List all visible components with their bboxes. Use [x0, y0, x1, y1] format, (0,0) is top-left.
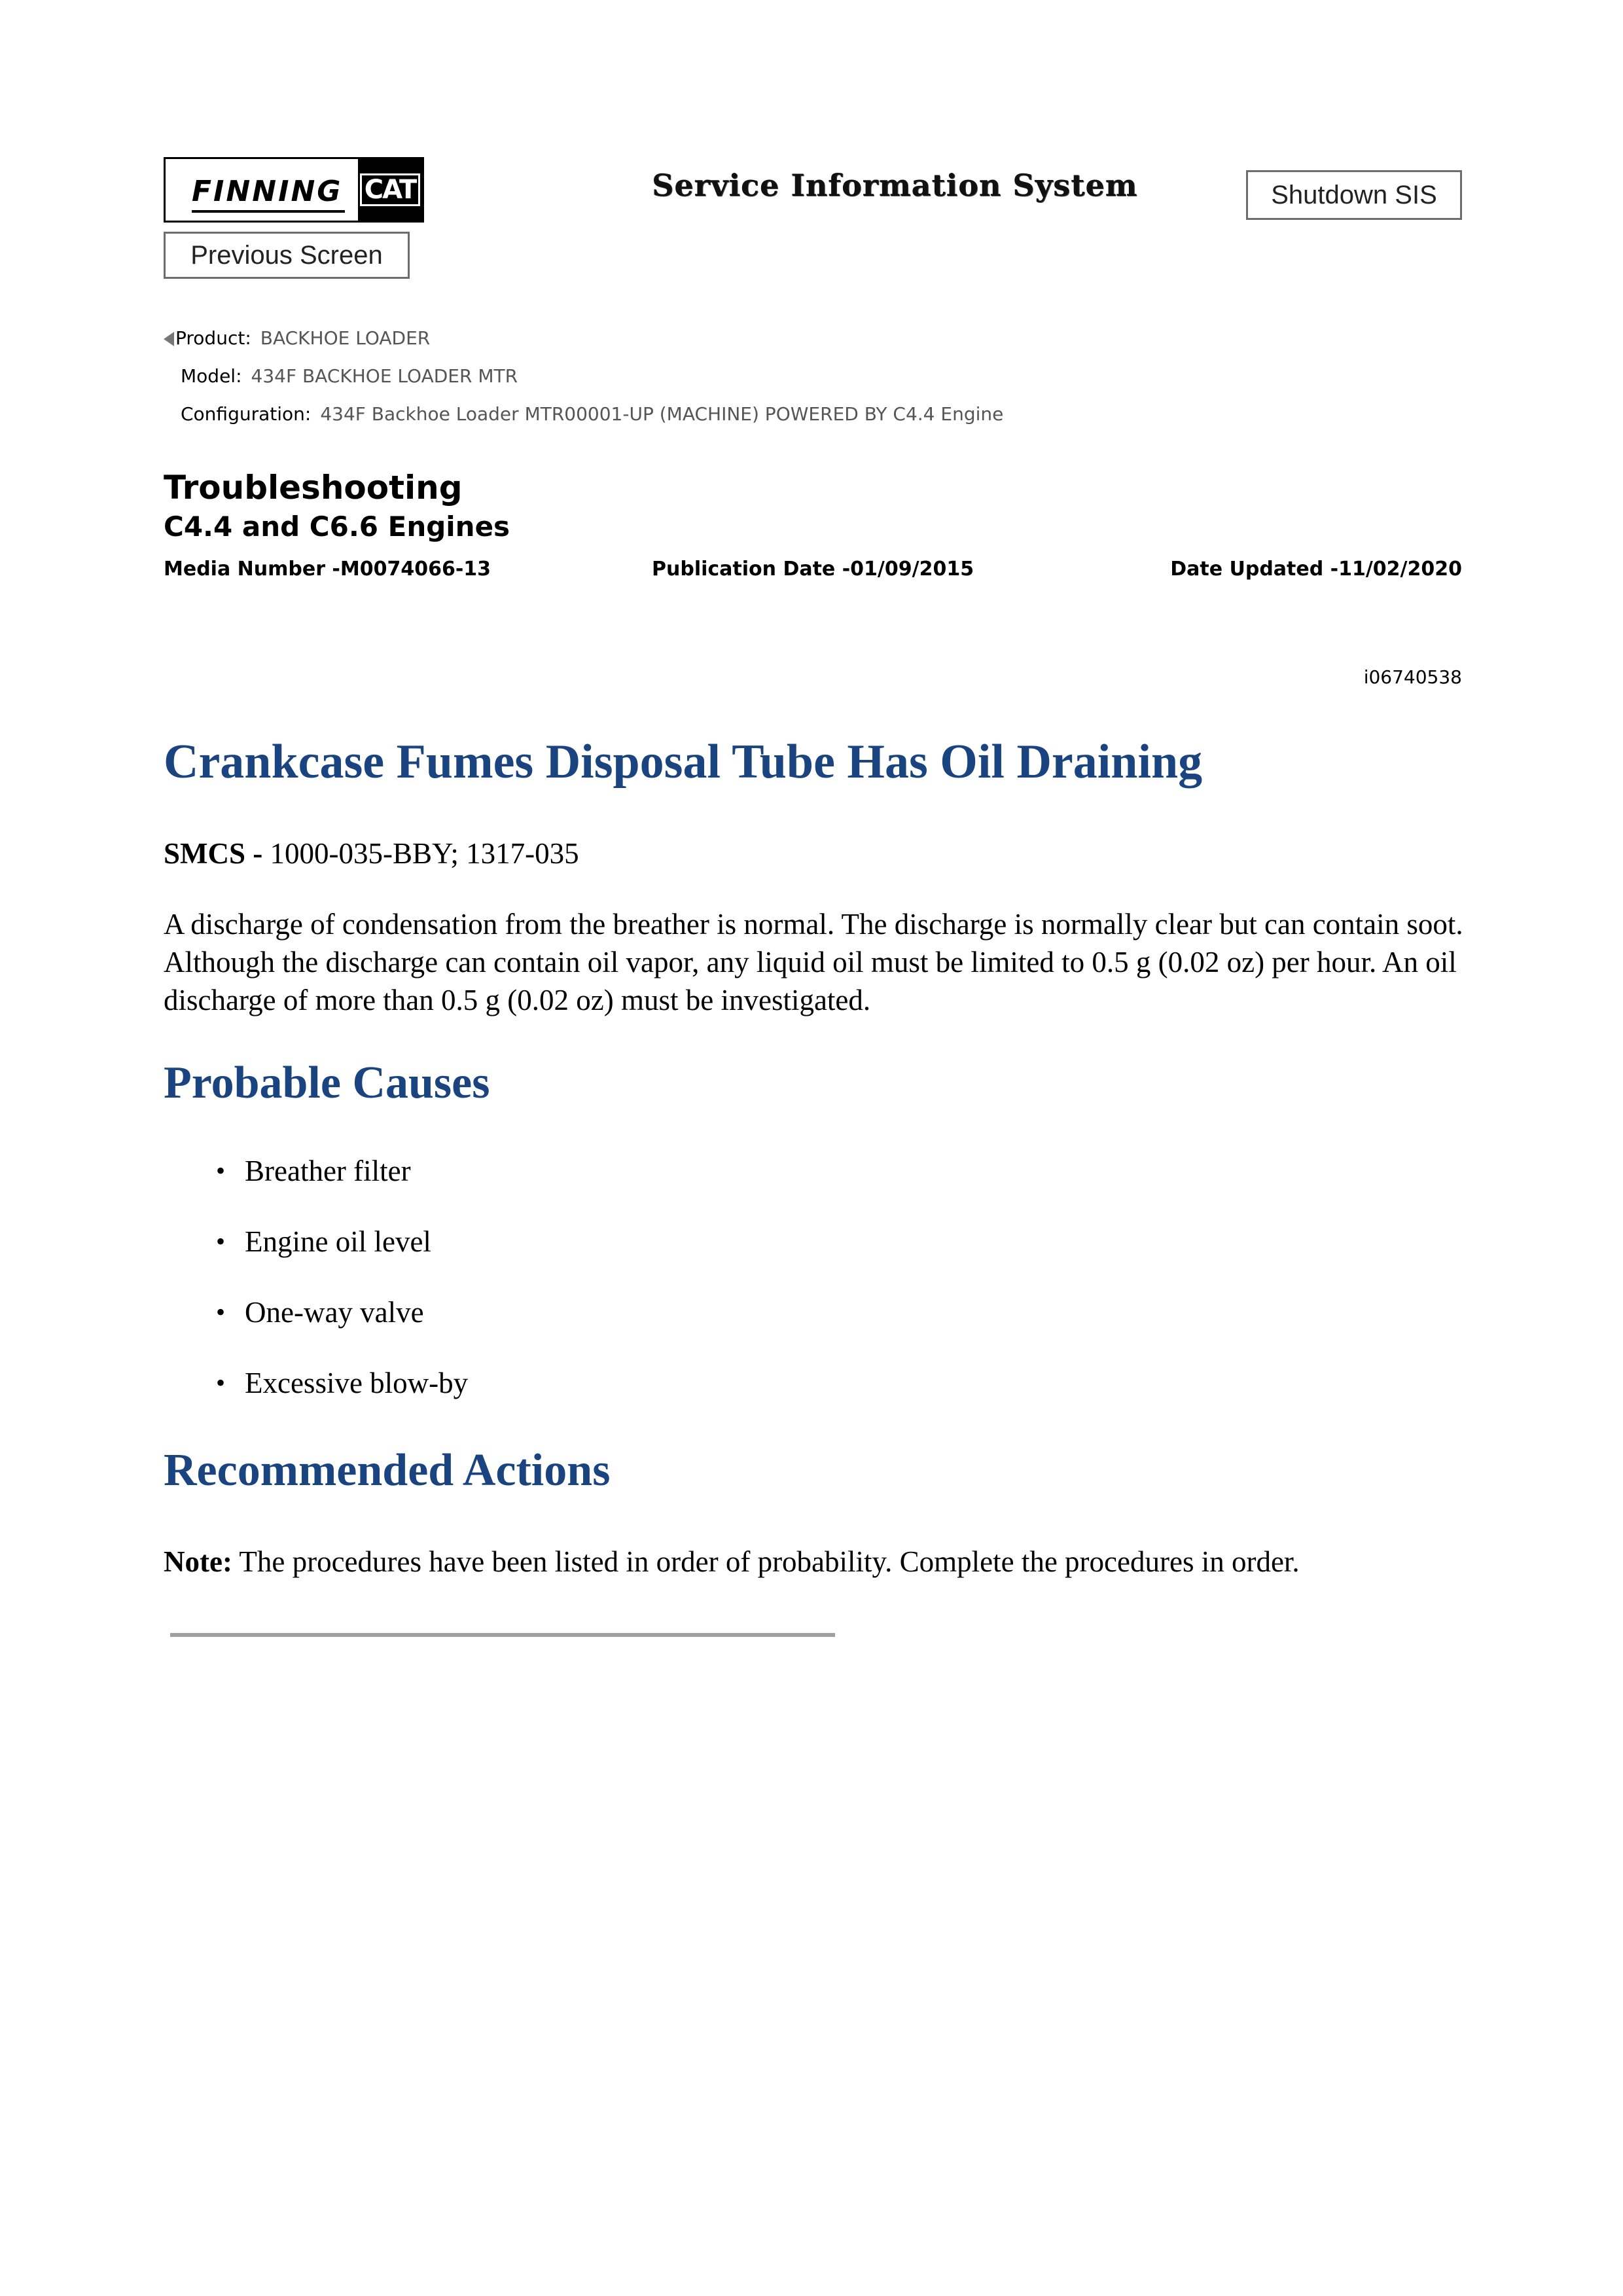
- system-title: Service Information System: [652, 168, 1138, 203]
- logo-finning-text: FINNING: [192, 175, 343, 208]
- divider: [170, 1633, 835, 1637]
- shutdown-sis-button[interactable]: Shutdown SIS: [1246, 170, 1462, 220]
- cause-text: Breather filter: [245, 1155, 411, 1187]
- smcs-label: SMCS -: [164, 837, 263, 870]
- date-updated: Date Updated -11/02/2020: [1170, 558, 1462, 581]
- cause-text: One-way valve: [245, 1296, 424, 1329]
- product-value: BACKHOE LOADER: [260, 327, 431, 349]
- logo-underline: [192, 210, 345, 213]
- list-item: [216, 1223, 468, 1293]
- configuration-row: [181, 403, 1003, 425]
- collapse-arrow-icon[interactable]: [164, 332, 174, 346]
- finning-cat-logo: [164, 157, 424, 223]
- document-title: Troubleshooting: [164, 469, 463, 507]
- product-label: Product:: [175, 327, 251, 349]
- list-item: [216, 1152, 468, 1223]
- publication-date: Publication Date -01/09/2015: [652, 558, 974, 581]
- configuration-label: Configuration:: [181, 403, 312, 425]
- main-heading: Crankcase Fumes Disposal Tube Has Oil Draining: [164, 735, 1203, 789]
- bullet-icon: •: [216, 1227, 226, 1256]
- bullet-icon: •: [216, 1297, 226, 1327]
- actions-heading: Recommended Actions: [164, 1445, 611, 1496]
- cause-text: Engine oil level: [245, 1225, 431, 1258]
- logo-cat-text: CAT: [360, 173, 421, 206]
- model-row: [181, 365, 518, 387]
- cat-logo-block: [358, 159, 422, 221]
- bullet-icon: •: [216, 1368, 226, 1397]
- note-line: [164, 1543, 1466, 1581]
- product-row: [164, 327, 430, 349]
- note-label: Note:: [164, 1545, 232, 1578]
- media-number: Media Number -M0074066-13: [164, 558, 491, 581]
- intro-paragraph: A discharge of condensation from the breather is normal. The discharge is normally clear but can contain soot. Although the discharge can contain oil vapor, any liquid oil must be limited to 0.5 g (0.02 oz) per hour. An oil discharge of more than 0.5 g (0.02 oz) must be investigated.: [164, 908, 1463, 1016]
- list-item: [216, 1293, 468, 1364]
- causes-list: [216, 1152, 468, 1435]
- bullet-icon: •: [216, 1156, 226, 1185]
- model-value: 434F BACKHOE LOADER MTR: [251, 365, 518, 387]
- note-text: The procedures have been listed in order of probability. Complete the procedures in order.: [232, 1545, 1300, 1578]
- model-label: Model:: [181, 365, 242, 387]
- cause-text: Excessive blow-by: [245, 1367, 469, 1399]
- document-subtitle: C4.4 and C6.6 Engines: [164, 511, 510, 543]
- causes-heading: Probable Causes: [164, 1058, 490, 1108]
- configuration-value: 434F Backhoe Loader MTR00001-UP (MACHINE) POWERED BY C4.4 Engine: [320, 403, 1004, 425]
- smcs-line: [164, 834, 1466, 872]
- smcs-value: 1000-035-BBY; 1317-035: [262, 837, 579, 870]
- document-id: i06740538: [1363, 666, 1462, 688]
- list-item: [216, 1364, 468, 1435]
- previous-screen-button[interactable]: Previous Screen: [164, 232, 410, 279]
